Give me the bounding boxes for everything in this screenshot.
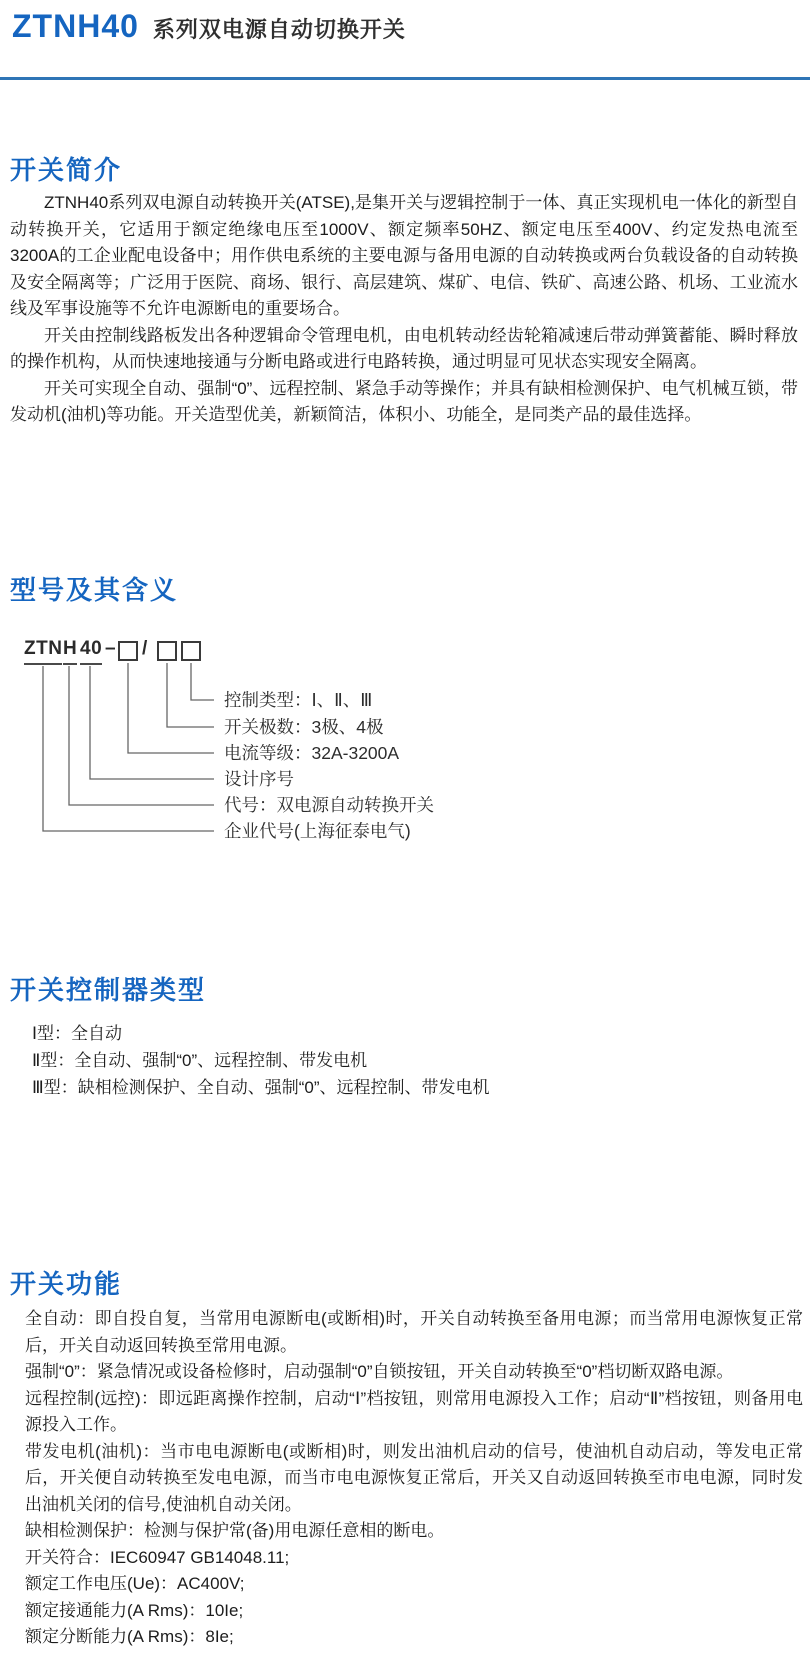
model-code-box-control bbox=[181, 641, 201, 661]
page-title bbox=[12, 8, 406, 45]
model-label-company-code: 企业代号(上海征泰电气) bbox=[224, 821, 411, 841]
model-label-pole-count: 开关极数：3极、4极 bbox=[224, 717, 384, 737]
header-divider-rule bbox=[0, 77, 810, 80]
model-code-designation: H bbox=[63, 638, 77, 665]
controller-type-item-2: Ⅱ型：全自动、强制“0”、远程控制、带发电机 bbox=[32, 1051, 368, 1070]
function-item-breaking-capacity: 额定分断能力(A Rms)：8Ie; bbox=[25, 1627, 234, 1646]
model-code-diagram bbox=[0, 636, 790, 854]
model-code-row bbox=[0, 638, 400, 666]
title-series-text: 系列双电源自动切换开关 bbox=[152, 17, 406, 42]
model-code-design-no: 40 bbox=[80, 638, 102, 665]
intro-paragraph-3: 开关可实现全自动、强制“0”、远程控制、紧急手动等操作；并具有缺相检测保护、电气机械互锁，带发动机(油机)等功能。开关造型优美，新颖简洁，体积小、功能全，是同类产品的最佳选择。 bbox=[10, 378, 798, 424]
section-heading-controller-types: 开关控制器类型 bbox=[10, 975, 207, 1005]
controller-type-item-1: Ⅰ型：全自动 bbox=[32, 1024, 123, 1043]
function-item-rated-voltage: 额定工作电压(Ue)：AC400V; bbox=[25, 1574, 245, 1593]
intro-body bbox=[10, 190, 798, 429]
section-heading-functions: 开关功能 bbox=[10, 1269, 123, 1299]
function-item-remote: 远程控制(远控)：即远距离操作控制，启动“Ⅰ”档按钮，则常用电源投入工作；启动“Ⅱ”档按钮，则备用电源投入工作。 bbox=[25, 1388, 803, 1434]
function-item-generator: 带发电机(油机)：当市电电源断电(或断相)时，则发出油机启动的信号，使油机自动启动，等发电正常后，开关便自动转换至发电电源，而当市电电源恢复正常后，开关又自动返回转换至市电电源，同时发出油机关闭的信号,使油机自动关闭。 bbox=[25, 1441, 803, 1514]
function-item-standards: 开关符合：IEC60947 GB14048.11; bbox=[25, 1547, 290, 1567]
functions-list bbox=[25, 1306, 803, 1651]
intro-paragraph-2: 开关由控制线路板发出各种逻辑命令管理电机，由电机转动经齿轮箱减速后带动弹簧蓄能、瞬时释放的操作机构，从而快速地接通与分断电路或进行电路转换，通过明显可见状态实现安全隔离。 bbox=[10, 325, 798, 371]
model-label-code-name: 代号：双电源自动转换开关 bbox=[224, 795, 434, 815]
model-label-design-serial: 设计序号 bbox=[224, 769, 294, 789]
model-code-box-poles bbox=[157, 641, 177, 661]
model-label-current-grade: 电流等级：32A-3200A bbox=[224, 743, 400, 763]
function-item-force-zero: 强制“0”：紧急情况或设备检修时，启动强制“0”自锁按钮，开关自动转换至“0”档切断双路电源。 bbox=[25, 1362, 734, 1381]
section-heading-intro: 开关简介 bbox=[10, 155, 123, 185]
model-code-company: ZTN bbox=[24, 638, 62, 665]
title-model-number: ZTNH40 bbox=[12, 8, 139, 44]
model-code-box-current bbox=[118, 641, 138, 661]
intro-paragraph-1: ZTNH40系列双电源自动转换开关(ATSE),是集开关与逻辑控制于一体、真正实现机电一体化的新型自动转换开关，它适用于额定绝缘电压至1000V、额定频率50HZ、额定电压至400V、约定发热电流至3200A的工企业配电设备中；用作供电系统的主要电源与备用电源的自动转换或两台负载设备的自动转换及安全隔离等；广泛用于医院、商场、银行、高层建筑、煤矿、电信、铁矿、高速公路、机场、工业流水线及军事设施等不允许电源断电的重要场合。 bbox=[10, 193, 798, 318]
function-item-auto: 全自动：即自投自复，当常用电源断电(或断相)时，开关自动转换至备用电源；而当常用电源恢复正常后，开关自动返回转换至常用电源。 bbox=[25, 1309, 803, 1355]
controller-type-item-3: Ⅲ型：缺相检测保护、全自动、强制“0”、远程控制、带发电机 bbox=[32, 1078, 490, 1097]
model-code-slash: / bbox=[142, 638, 148, 659]
model-code-dash: – bbox=[105, 638, 117, 659]
model-label-control-type: 控制类型：Ⅰ、Ⅱ、Ⅲ bbox=[224, 690, 373, 710]
function-item-phase-loss: 缺相检测保护：检测与保护常(备)用电源任意相的断电。 bbox=[25, 1521, 445, 1540]
section-heading-model-meaning: 型号及其含义 bbox=[10, 575, 179, 605]
controller-type-list bbox=[32, 1020, 490, 1101]
function-item-making-capacity: 额定接通能力(A Rms)：10Ie; bbox=[25, 1600, 244, 1620]
